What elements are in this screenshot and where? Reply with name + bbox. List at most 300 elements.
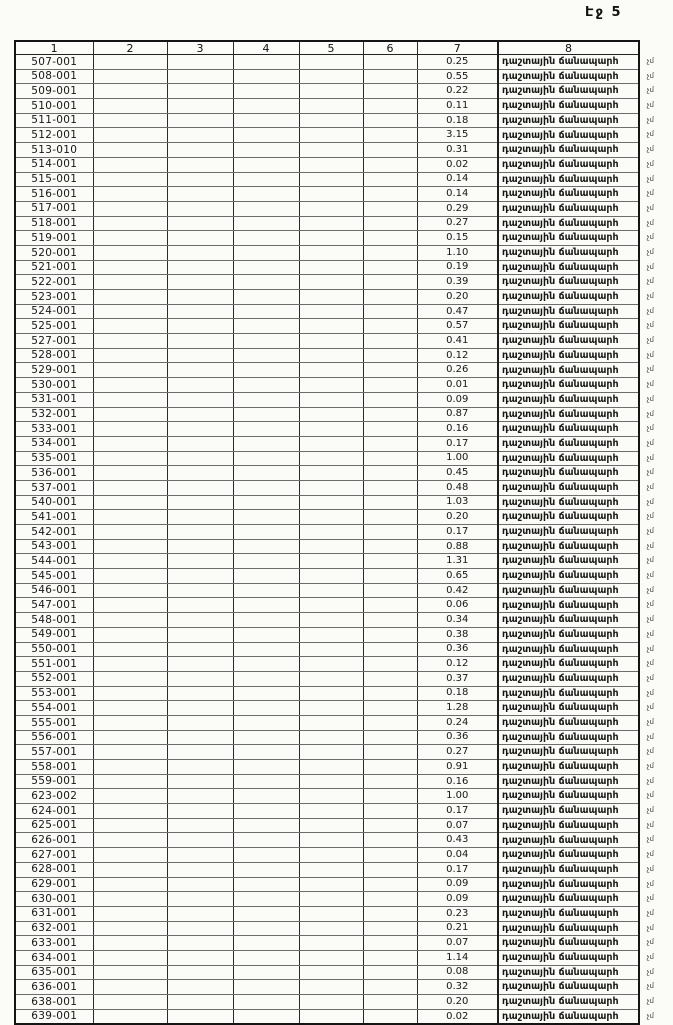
- empty-cell: [93, 334, 167, 349]
- empty-cell: [167, 260, 233, 275]
- empty-cell: [363, 128, 417, 143]
- empty-cell: [363, 69, 417, 84]
- empty-cell: [363, 84, 417, 99]
- empty-cell: [363, 55, 417, 70]
- land-use-cell: [498, 392, 654, 407]
- margin-note: չմ: [646, 688, 654, 697]
- empty-cell: [167, 378, 233, 393]
- empty-cell: [363, 378, 417, 393]
- empty-cell: [93, 480, 167, 495]
- empty-cell: [167, 157, 233, 172]
- table-row: [15, 657, 639, 672]
- land-use-text: դաշտային ճանապարհ: [502, 878, 619, 890]
- margin-note: չմ: [646, 967, 654, 976]
- empty-cell: [233, 701, 299, 716]
- empty-cell: [299, 657, 363, 672]
- table-row: [15, 231, 639, 246]
- margin-note: չմ: [646, 644, 654, 653]
- empty-cell: [93, 392, 167, 407]
- area-value-cell: 0.16: [417, 774, 498, 789]
- parcel-code-cell: 528-001: [15, 348, 93, 363]
- land-use-text: դաշտային ճանապարհ: [502, 85, 619, 97]
- land-use-text: դաշտային ճանապարհ: [502, 496, 619, 508]
- land-use-text: դաշտային ճանապարհ: [502, 291, 619, 303]
- area-value-cell: 0.23: [417, 906, 498, 921]
- empty-cell: [299, 833, 363, 848]
- land-use-cell: [498, 201, 654, 216]
- empty-cell: [93, 319, 167, 334]
- land-use-cell: [498, 715, 654, 730]
- empty-cell: [167, 422, 233, 437]
- empty-cell: [233, 598, 299, 613]
- empty-cell: [93, 789, 167, 804]
- land-use-text: դաշտային ճանապարհ: [502, 1010, 619, 1022]
- land-use-cell: [498, 172, 654, 187]
- empty-cell: [363, 701, 417, 716]
- margin-note: չմ: [646, 247, 654, 256]
- table-row: [15, 128, 639, 143]
- empty-cell: [299, 701, 363, 716]
- table-row: [15, 275, 639, 290]
- parcel-code-cell: 639-001: [15, 1009, 93, 1024]
- empty-cell: [93, 950, 167, 965]
- area-value-cell: 0.20: [417, 290, 498, 305]
- area-value-cell: 1.10: [417, 245, 498, 260]
- margin-note: չմ: [646, 380, 654, 389]
- area-value-cell: 0.18: [417, 113, 498, 128]
- empty-cell: [93, 642, 167, 657]
- parcel-code-cell: 523-001: [15, 290, 93, 305]
- empty-cell: [93, 451, 167, 466]
- margin-note: չմ: [646, 908, 654, 917]
- empty-cell: [233, 715, 299, 730]
- area-value-cell: 0.21: [417, 921, 498, 936]
- empty-cell: [167, 1009, 233, 1024]
- empty-cell: [167, 833, 233, 848]
- parcel-code-cell: 553-001: [15, 686, 93, 701]
- empty-cell: [363, 245, 417, 260]
- land-use-cell: [498, 260, 654, 275]
- parcel-code-cell: 535-001: [15, 451, 93, 466]
- land-use-cell: [498, 995, 654, 1010]
- parcel-code-cell: 525-001: [15, 319, 93, 334]
- margin-note: չմ: [646, 894, 654, 903]
- empty-cell: [299, 892, 363, 907]
- empty-cell: [299, 583, 363, 598]
- empty-cell: [93, 510, 167, 525]
- empty-cell: [93, 407, 167, 422]
- table-row: [15, 113, 639, 128]
- margin-note: չմ: [646, 629, 654, 638]
- empty-cell: [167, 906, 233, 921]
- land-use-cell: [498, 55, 654, 70]
- parcel-code-cell: 552-001: [15, 671, 93, 686]
- area-value-cell: 0.12: [417, 348, 498, 363]
- empty-cell: [299, 686, 363, 701]
- table-row: [15, 1009, 639, 1024]
- margin-note: չմ: [646, 571, 654, 580]
- empty-cell: [93, 906, 167, 921]
- land-use-text: դաշտային ճանապարհ: [502, 746, 619, 758]
- land-use-cell: [498, 525, 654, 540]
- table-row: [15, 436, 639, 451]
- table-row: [15, 818, 639, 833]
- land-use-cell: [498, 554, 654, 569]
- empty-cell: [299, 995, 363, 1010]
- parcel-code-cell: 632-001: [15, 921, 93, 936]
- empty-cell: [233, 422, 299, 437]
- land-use-cell: [498, 348, 654, 363]
- table-row: [15, 495, 639, 510]
- table-row: [15, 99, 639, 114]
- header-row: [15, 41, 639, 55]
- empty-cell: [233, 965, 299, 980]
- empty-cell: [363, 671, 417, 686]
- empty-cell: [167, 980, 233, 995]
- empty-cell: [93, 525, 167, 540]
- margin-note: չմ: [646, 820, 654, 829]
- empty-cell: [299, 715, 363, 730]
- empty-cell: [363, 363, 417, 378]
- land-use-text: դաշտային ճանապարհ: [502, 540, 619, 552]
- empty-cell: [93, 363, 167, 378]
- margin-note: չմ: [646, 71, 654, 80]
- empty-cell: [93, 730, 167, 745]
- land-use-cell: [498, 480, 654, 495]
- area-value-cell: 0.19: [417, 260, 498, 275]
- parcel-code-cell: 559-001: [15, 774, 93, 789]
- land-use-text: դաշտային ճանապարհ: [502, 672, 619, 684]
- parcel-code-cell: 556-001: [15, 730, 93, 745]
- area-value-cell: 0.45: [417, 466, 498, 481]
- empty-cell: [363, 422, 417, 437]
- empty-cell: [167, 55, 233, 70]
- empty-cell: [93, 554, 167, 569]
- empty-cell: [363, 113, 417, 128]
- parcel-code-cell: 623-002: [15, 789, 93, 804]
- area-value-cell: 0.29: [417, 201, 498, 216]
- empty-cell: [93, 671, 167, 686]
- margin-note: չմ: [646, 482, 654, 491]
- empty-cell: [233, 480, 299, 495]
- area-value-cell: 0.09: [417, 877, 498, 892]
- table-row: [15, 69, 639, 84]
- land-use-text: դաշտային ճանապարհ: [502, 437, 619, 449]
- land-use-text: դաշտային ճանապարհ: [502, 158, 619, 170]
- empty-cell: [233, 334, 299, 349]
- empty-cell: [363, 965, 417, 980]
- area-value-cell: 0.16: [417, 422, 498, 437]
- table-row: [15, 921, 639, 936]
- parcel-code-cell: 557-001: [15, 745, 93, 760]
- empty-cell: [167, 760, 233, 775]
- margin-note: չմ: [646, 776, 654, 785]
- empty-cell: [93, 231, 167, 246]
- parcel-code-cell: 635-001: [15, 965, 93, 980]
- empty-cell: [233, 245, 299, 260]
- land-use-text: դաշտային ճանապարհ: [502, 188, 619, 200]
- empty-cell: [233, 275, 299, 290]
- land-use-cell: [498, 319, 654, 334]
- parcel-code-cell: 627-001: [15, 848, 93, 863]
- empty-cell: [363, 980, 417, 995]
- margin-note: չմ: [646, 673, 654, 682]
- empty-cell: [233, 1009, 299, 1024]
- land-use-text: դաշտային ճանապարհ: [502, 584, 619, 596]
- empty-cell: [233, 980, 299, 995]
- empty-cell: [299, 627, 363, 642]
- empty-cell: [233, 525, 299, 540]
- table-row: [15, 892, 639, 907]
- land-use-text: դաշտային ճանապարհ: [502, 966, 619, 978]
- empty-cell: [233, 392, 299, 407]
- area-value-cell: 0.15: [417, 231, 498, 246]
- empty-cell: [299, 745, 363, 760]
- parcel-code-cell: 549-001: [15, 627, 93, 642]
- table-row: [15, 363, 639, 378]
- parcel-code-cell: 634-001: [15, 950, 93, 965]
- empty-cell: [363, 348, 417, 363]
- land-use-text: դաշտային ճանապարհ: [502, 247, 619, 259]
- land-use-text: դաշտային ճանապարհ: [502, 129, 619, 141]
- empty-cell: [363, 892, 417, 907]
- land-use-cell: [498, 1009, 654, 1024]
- parcel-code-cell: 515-001: [15, 172, 93, 187]
- land-use-cell: [498, 245, 654, 260]
- empty-cell: [299, 1009, 363, 1024]
- empty-cell: [167, 921, 233, 936]
- empty-cell: [233, 642, 299, 657]
- parcel-code-cell: 626-001: [15, 833, 93, 848]
- empty-cell: [233, 877, 299, 892]
- land-use-cell: [498, 774, 654, 789]
- empty-cell: [233, 745, 299, 760]
- parcel-code-cell: 628-001: [15, 862, 93, 877]
- area-value-cell: 0.14: [417, 172, 498, 187]
- empty-cell: [233, 348, 299, 363]
- land-use-text: դաշտային ճանապարհ: [502, 555, 619, 567]
- empty-cell: [233, 774, 299, 789]
- land-use-cell: [498, 642, 654, 657]
- margin-note: չմ: [646, 101, 654, 110]
- margin-note: չմ: [646, 321, 654, 330]
- column-header-3: 3: [167, 41, 233, 55]
- empty-cell: [233, 789, 299, 804]
- land-use-text: դաշտային ճանապարհ: [502, 834, 619, 846]
- empty-cell: [167, 407, 233, 422]
- empty-cell: [167, 466, 233, 481]
- empty-cell: [363, 510, 417, 525]
- margin-note: չմ: [646, 600, 654, 609]
- table-row: [15, 833, 639, 848]
- area-value-cell: 0.20: [417, 995, 498, 1010]
- margin-note: չմ: [646, 336, 654, 345]
- area-value-cell: 0.27: [417, 216, 498, 231]
- table-row: [15, 965, 639, 980]
- land-use-cell: [498, 906, 654, 921]
- parcel-code-cell: 533-001: [15, 422, 93, 437]
- empty-cell: [299, 231, 363, 246]
- empty-cell: [93, 422, 167, 437]
- empty-cell: [363, 921, 417, 936]
- area-value-cell: 0.31: [417, 143, 498, 158]
- cadastral-parcel-table: [14, 40, 654, 1025]
- empty-cell: [167, 480, 233, 495]
- land-use-text: դաշտային ճանապարհ: [502, 114, 619, 126]
- empty-cell: [363, 848, 417, 863]
- empty-cell: [233, 216, 299, 231]
- parcel-code-cell: 531-001: [15, 392, 93, 407]
- empty-cell: [299, 539, 363, 554]
- table-row: [15, 407, 639, 422]
- land-use-cell: [498, 569, 654, 584]
- margin-note: չմ: [646, 203, 654, 212]
- land-use-text: դաշտային ճանապարհ: [502, 717, 619, 729]
- empty-cell: [93, 686, 167, 701]
- margin-note: չմ: [646, 438, 654, 447]
- parcel-code-cell: 537-001: [15, 480, 93, 495]
- margin-note: չմ: [646, 717, 654, 726]
- margin-note: չմ: [646, 938, 654, 947]
- empty-cell: [167, 245, 233, 260]
- land-use-text: դաշտային ճանապարհ: [502, 687, 619, 699]
- empty-cell: [363, 157, 417, 172]
- empty-cell: [363, 642, 417, 657]
- empty-cell: [233, 936, 299, 951]
- area-value-cell: 0.41: [417, 334, 498, 349]
- land-use-cell: [498, 627, 654, 642]
- empty-cell: [233, 143, 299, 158]
- empty-cell: [363, 730, 417, 745]
- empty-cell: [233, 319, 299, 334]
- empty-cell: [167, 583, 233, 598]
- empty-cell: [167, 275, 233, 290]
- empty-cell: [93, 657, 167, 672]
- empty-cell: [299, 906, 363, 921]
- empty-cell: [233, 862, 299, 877]
- empty-cell: [93, 84, 167, 99]
- area-value-cell: 0.65: [417, 569, 498, 584]
- empty-cell: [363, 304, 417, 319]
- area-value-cell: 1.28: [417, 701, 498, 716]
- empty-cell: [93, 157, 167, 172]
- area-value-cell: 0.88: [417, 539, 498, 554]
- area-value-cell: 0.09: [417, 892, 498, 907]
- empty-cell: [233, 378, 299, 393]
- land-use-text: դաշտային ճանապարհ: [502, 819, 619, 831]
- area-value-cell: 3.15: [417, 128, 498, 143]
- land-use-text: դաշտային ճանապարհ: [502, 996, 619, 1008]
- empty-cell: [233, 539, 299, 554]
- empty-cell: [299, 84, 363, 99]
- empty-cell: [167, 804, 233, 819]
- empty-cell: [93, 539, 167, 554]
- empty-cell: [363, 657, 417, 672]
- empty-cell: [233, 172, 299, 187]
- empty-cell: [299, 275, 363, 290]
- parcel-code-cell: 534-001: [15, 436, 93, 451]
- parcel-code-cell: 514-001: [15, 157, 93, 172]
- table-row: [15, 686, 639, 701]
- empty-cell: [233, 99, 299, 114]
- margin-note: չմ: [646, 923, 654, 932]
- table-row: [15, 730, 639, 745]
- empty-cell: [299, 760, 363, 775]
- parcel-code-cell: 555-001: [15, 715, 93, 730]
- parcel-code-cell: 516-001: [15, 187, 93, 202]
- table-row: [15, 569, 639, 584]
- empty-cell: [363, 466, 417, 481]
- empty-cell: [363, 627, 417, 642]
- table-row: [15, 774, 639, 789]
- empty-cell: [363, 451, 417, 466]
- empty-cell: [363, 613, 417, 628]
- empty-cell: [299, 363, 363, 378]
- empty-cell: [93, 862, 167, 877]
- land-use-text: դաշտային ճանապարհ: [502, 482, 619, 494]
- column-header-6: 6: [363, 41, 417, 55]
- land-use-cell: [498, 334, 654, 349]
- land-use-text: դաշտային ճանապարհ: [502, 423, 619, 435]
- empty-cell: [167, 143, 233, 158]
- table-row: [15, 936, 639, 951]
- land-use-cell: [498, 187, 654, 202]
- empty-cell: [299, 260, 363, 275]
- land-use-cell: [498, 422, 654, 437]
- parcel-code-cell: 631-001: [15, 906, 93, 921]
- empty-cell: [363, 862, 417, 877]
- column-header-8: 8: [498, 41, 639, 55]
- parcel-code-cell: 624-001: [15, 804, 93, 819]
- empty-cell: [233, 671, 299, 686]
- land-use-cell: [498, 510, 654, 525]
- table-row: [15, 848, 639, 863]
- parcel-code-cell: 542-001: [15, 525, 93, 540]
- empty-cell: [299, 877, 363, 892]
- empty-cell: [93, 128, 167, 143]
- empty-cell: [299, 510, 363, 525]
- empty-cell: [93, 260, 167, 275]
- land-use-text: դաշտային ճանապարհ: [502, 628, 619, 640]
- land-use-cell: [498, 84, 654, 99]
- margin-note: չմ: [646, 952, 654, 961]
- empty-cell: [233, 157, 299, 172]
- empty-cell: [233, 436, 299, 451]
- area-value-cell: 0.18: [417, 686, 498, 701]
- table-row: [15, 55, 639, 70]
- parcel-code-cell: 541-001: [15, 510, 93, 525]
- empty-cell: [167, 99, 233, 114]
- area-value-cell: 0.01: [417, 378, 498, 393]
- table-row: [15, 348, 639, 363]
- empty-cell: [233, 260, 299, 275]
- table-row: [15, 715, 639, 730]
- land-use-cell: [498, 760, 654, 775]
- empty-cell: [167, 525, 233, 540]
- empty-cell: [299, 921, 363, 936]
- empty-cell: [167, 686, 233, 701]
- land-use-text: դաշտային ճանապարհ: [502, 599, 619, 611]
- area-value-cell: 0.37: [417, 671, 498, 686]
- area-value-cell: 0.36: [417, 642, 498, 657]
- margin-note: չմ: [646, 615, 654, 624]
- parcel-code-cell: 529-001: [15, 363, 93, 378]
- margin-note: չմ: [646, 409, 654, 418]
- land-use-cell: [498, 598, 654, 613]
- area-value-cell: 0.04: [417, 848, 498, 863]
- empty-cell: [299, 965, 363, 980]
- empty-cell: [167, 319, 233, 334]
